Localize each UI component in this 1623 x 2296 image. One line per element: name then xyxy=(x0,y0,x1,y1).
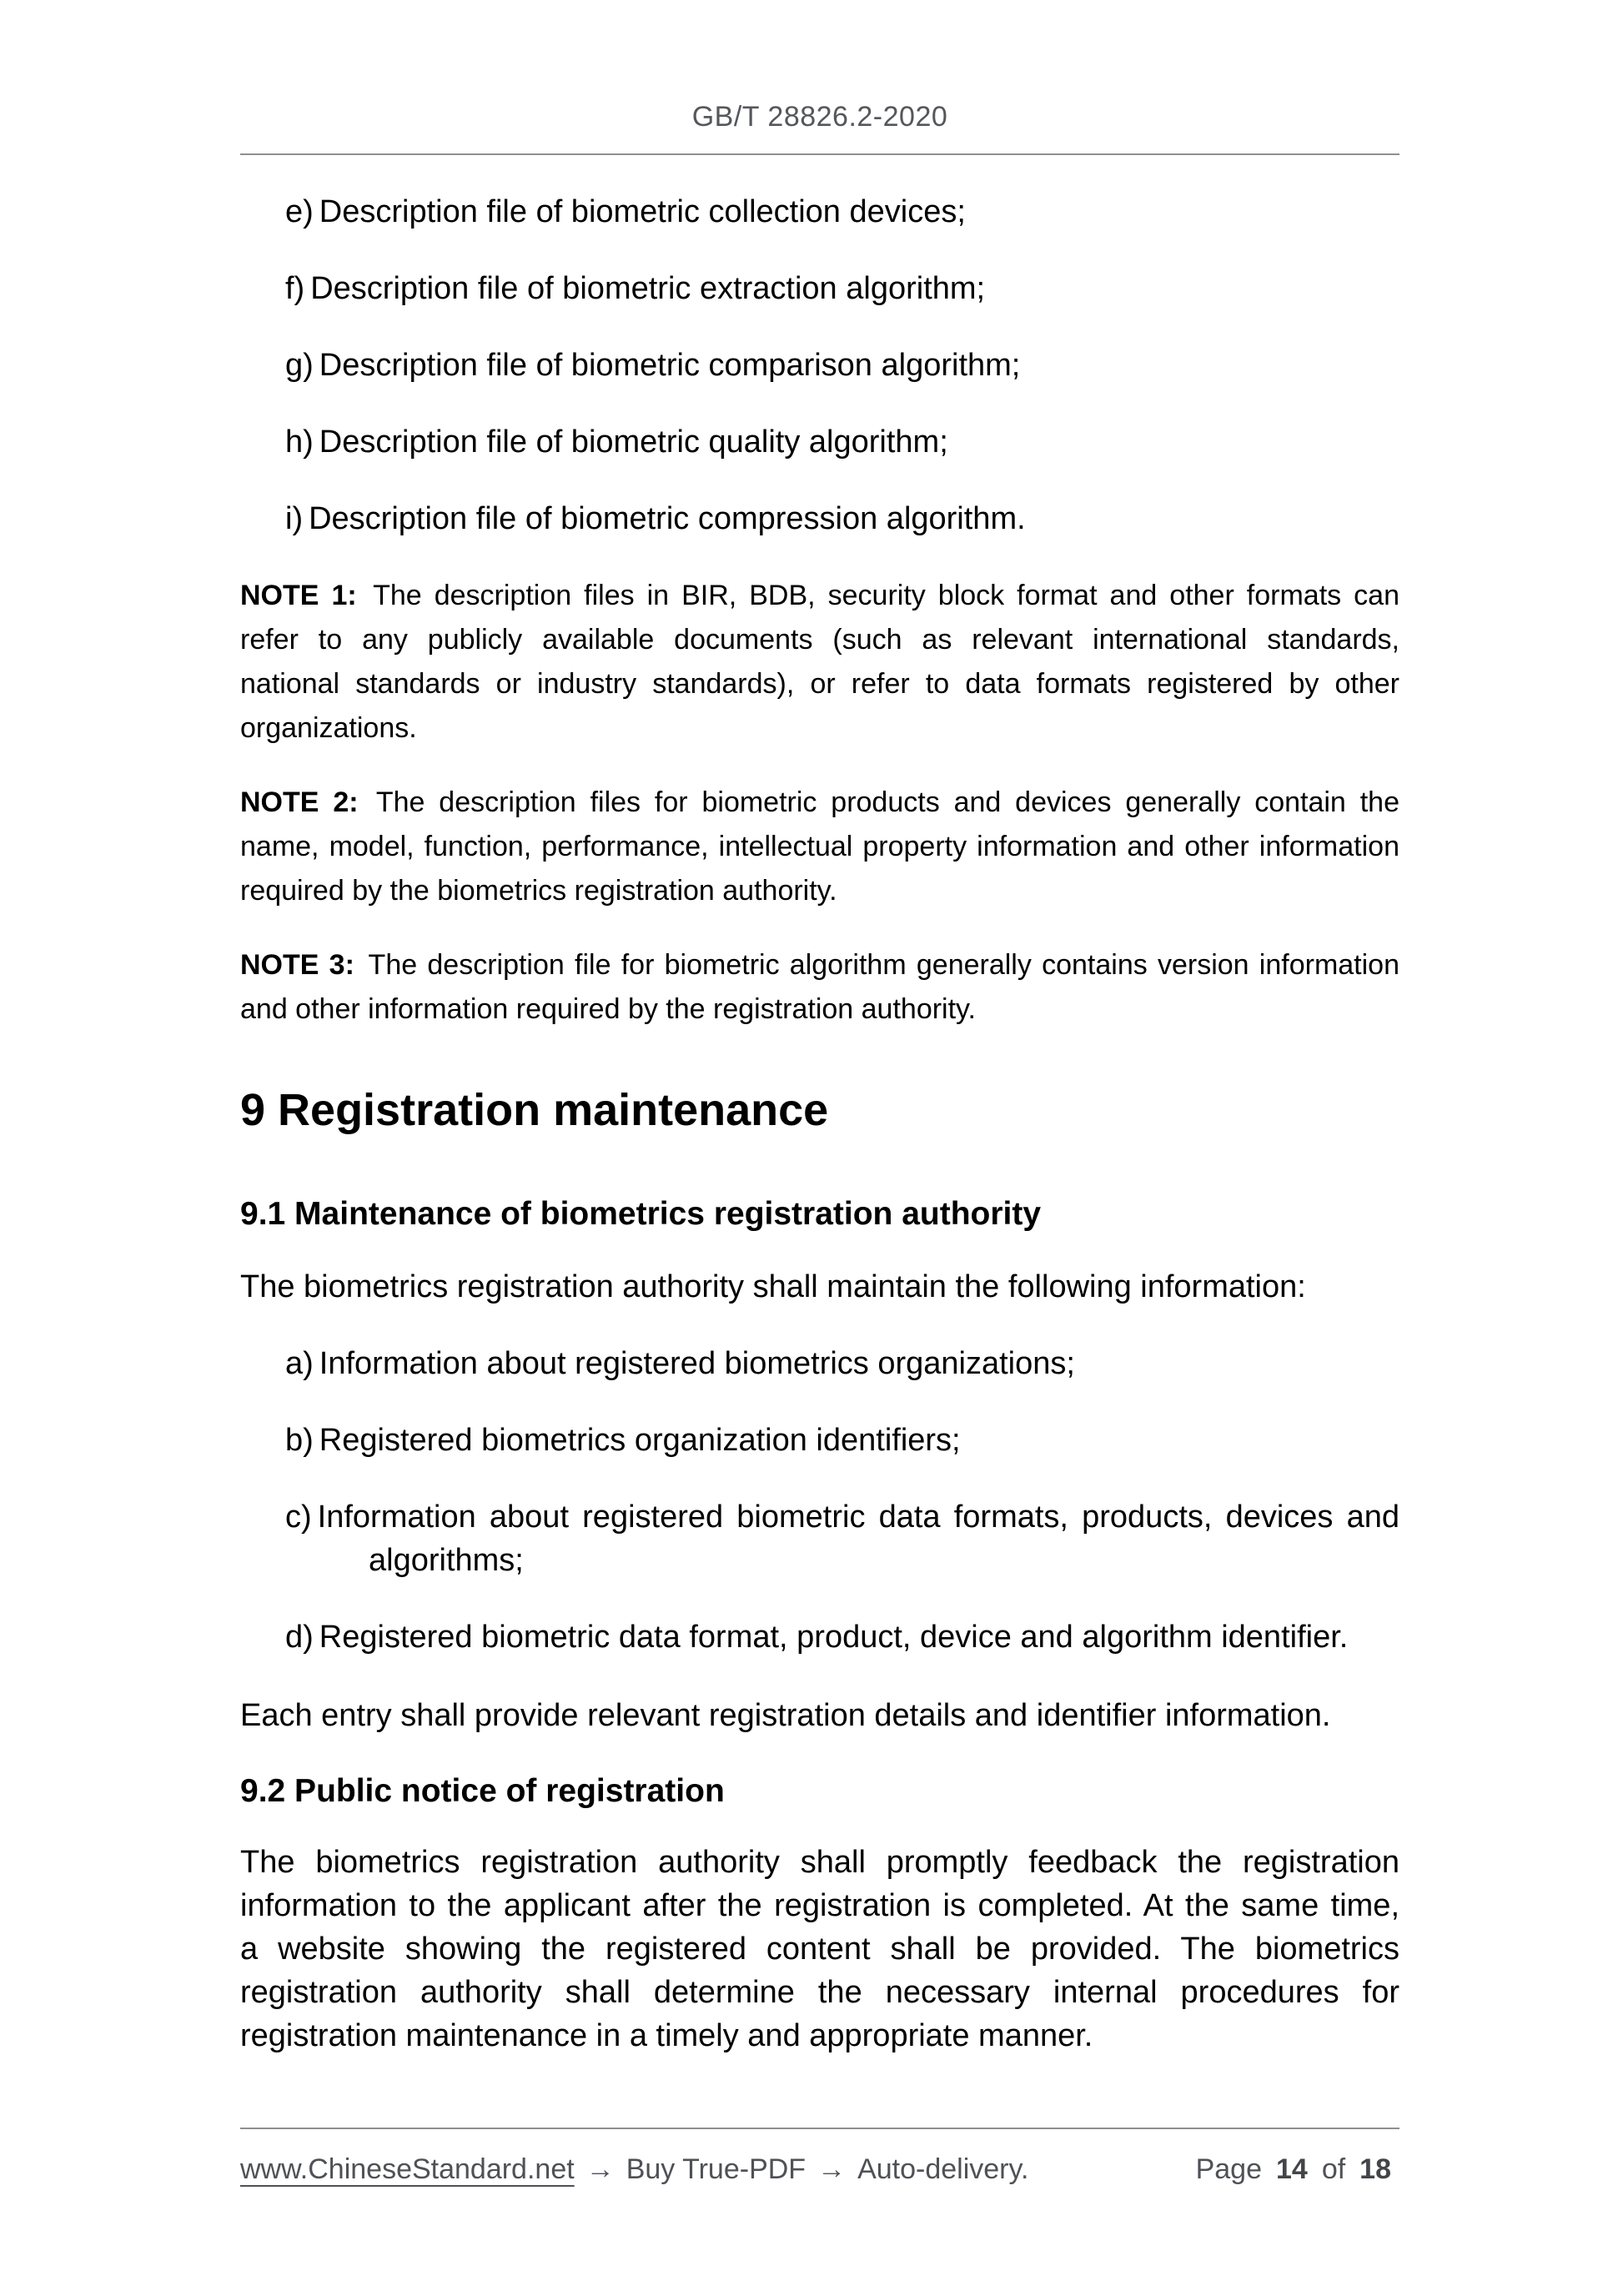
list-item-marker: e) xyxy=(285,194,314,229)
list-item xyxy=(240,1419,1399,1462)
list-item xyxy=(240,1615,1399,1659)
note-label: NOTE 2: xyxy=(240,786,359,818)
description-file-list xyxy=(240,190,1399,540)
list-item-marker: i) xyxy=(285,501,304,536)
maintenance-info-list xyxy=(240,1342,1399,1659)
page-indicator xyxy=(1196,2151,1399,2188)
paragraph-line: a website showing the registered content shall be provided. The biometrics xyxy=(240,1932,1399,1967)
list-item xyxy=(240,344,1399,387)
note xyxy=(240,781,1399,913)
list-item-marker: h) xyxy=(285,425,314,460)
list-item-text: Registered biometric data format, product, device and algorithm identifier. xyxy=(319,1620,1349,1655)
note-line: NOTE 2: The description files for biometric products and devices generally contain the xyxy=(240,786,1399,818)
list-item-text: Information about registered biometric data formats, products, devices and xyxy=(317,1500,1399,1535)
intro-paragraph: The biometrics registration authority shall maintain the following information: xyxy=(240,1269,1306,1304)
paragraph-line: registration maintenance in a timely and appropriate manner. xyxy=(240,2018,1093,2053)
doc-number: GB/T 28826.2-2020 xyxy=(691,101,948,133)
list-item-marker: f) xyxy=(285,271,305,306)
page-current: 14 xyxy=(1275,2153,1308,2185)
note-label: NOTE 3: xyxy=(240,949,354,981)
website-link[interactable]: www.ChineseStandard.net xyxy=(240,2153,575,2185)
list-item xyxy=(240,497,1399,540)
list-item xyxy=(240,190,1399,234)
list-item-marker: d) xyxy=(285,1620,314,1655)
header-rule xyxy=(240,153,1399,155)
list-item-text: Information about registered biometrics organizations; xyxy=(319,1346,1075,1381)
list-item xyxy=(240,1495,1399,1582)
list-item-text: Description file of biometric compression algorithm. xyxy=(309,501,1026,536)
section-9-heading: 9 Registration maintenance xyxy=(240,1085,829,1135)
list-item-marker: b) xyxy=(285,1423,314,1458)
of-label: of xyxy=(1321,2153,1346,2185)
list-item xyxy=(240,420,1399,464)
arrow-icon: → xyxy=(585,2153,615,2185)
page-footer xyxy=(240,2151,1399,2188)
auto-delivery-label: Auto-delivery. xyxy=(857,2153,1029,2185)
note-label: NOTE 1: xyxy=(240,580,357,611)
list-item-text: Description file of biometric comparison algorithm; xyxy=(319,348,1021,383)
list-item xyxy=(240,1342,1399,1385)
arrow-icon: → xyxy=(817,2153,847,2185)
note-line: national standards or industry standards), or refer to data formats registered by other xyxy=(240,668,1399,700)
page-content xyxy=(240,0,1399,2188)
list-item-marker: g) xyxy=(285,348,314,383)
list-item-text: Description file of biometric collection devices; xyxy=(319,194,966,229)
list-item xyxy=(240,267,1399,310)
paragraph-line: The biometrics registration authority shall promptly feedback the registration xyxy=(240,1845,1399,1880)
note-line: and other information required by the registration authority. xyxy=(240,993,976,1025)
list-item-text: Registered biometrics organization identifiers; xyxy=(319,1423,961,1458)
note-line: NOTE 3: The description file for biometric algorithm generally contains version information xyxy=(240,949,1399,981)
paragraph-line: information to the applicant after the registration is completed. At the same time, xyxy=(240,1888,1399,1923)
page-label: Page xyxy=(1195,2153,1262,2185)
list-item-marker: c) xyxy=(285,1500,312,1535)
list-item-text: Description file of biometric extraction algorithm; xyxy=(310,271,986,306)
note-line: name, model, function, performance, intellectual property information and other information xyxy=(240,831,1399,862)
note-line: organizations. xyxy=(240,712,417,744)
section-9-1-heading: 9.1 Maintenance of biometrics registration authority xyxy=(240,1196,1042,1232)
note-line: required by the biometrics registration authority. xyxy=(240,875,837,907)
outro-paragraph: Each entry shall provide relevant registration details and identifier information. xyxy=(240,1698,1331,1733)
body-paragraph xyxy=(240,1841,1399,2057)
footer-left xyxy=(240,2151,1028,2188)
note xyxy=(240,943,1399,1032)
note-line: refer to any publicly available documents (such as relevant international standards, xyxy=(240,624,1399,656)
footer-rule xyxy=(240,2128,1399,2129)
notes-block xyxy=(240,574,1399,1032)
note xyxy=(240,574,1399,751)
note-line: NOTE 1: The description files in BIR, BDB, security block format and other formats can xyxy=(240,580,1399,611)
list-item-line: algorithms; xyxy=(369,1543,524,1578)
buy-true-pdf-label: Buy True-PDF xyxy=(626,2153,806,2185)
list-item-marker: a) xyxy=(285,1346,314,1381)
list-item-text: Description file of biometric quality algorithm; xyxy=(319,425,948,460)
paragraph-line: registration authority shall determine the necessary internal procedures for xyxy=(240,1975,1399,2010)
page-total: 18 xyxy=(1359,2153,1391,2185)
list-item-line xyxy=(285,1495,1399,1539)
section-9-2-heading: 9.2 Public notice of registration xyxy=(240,1773,725,1809)
